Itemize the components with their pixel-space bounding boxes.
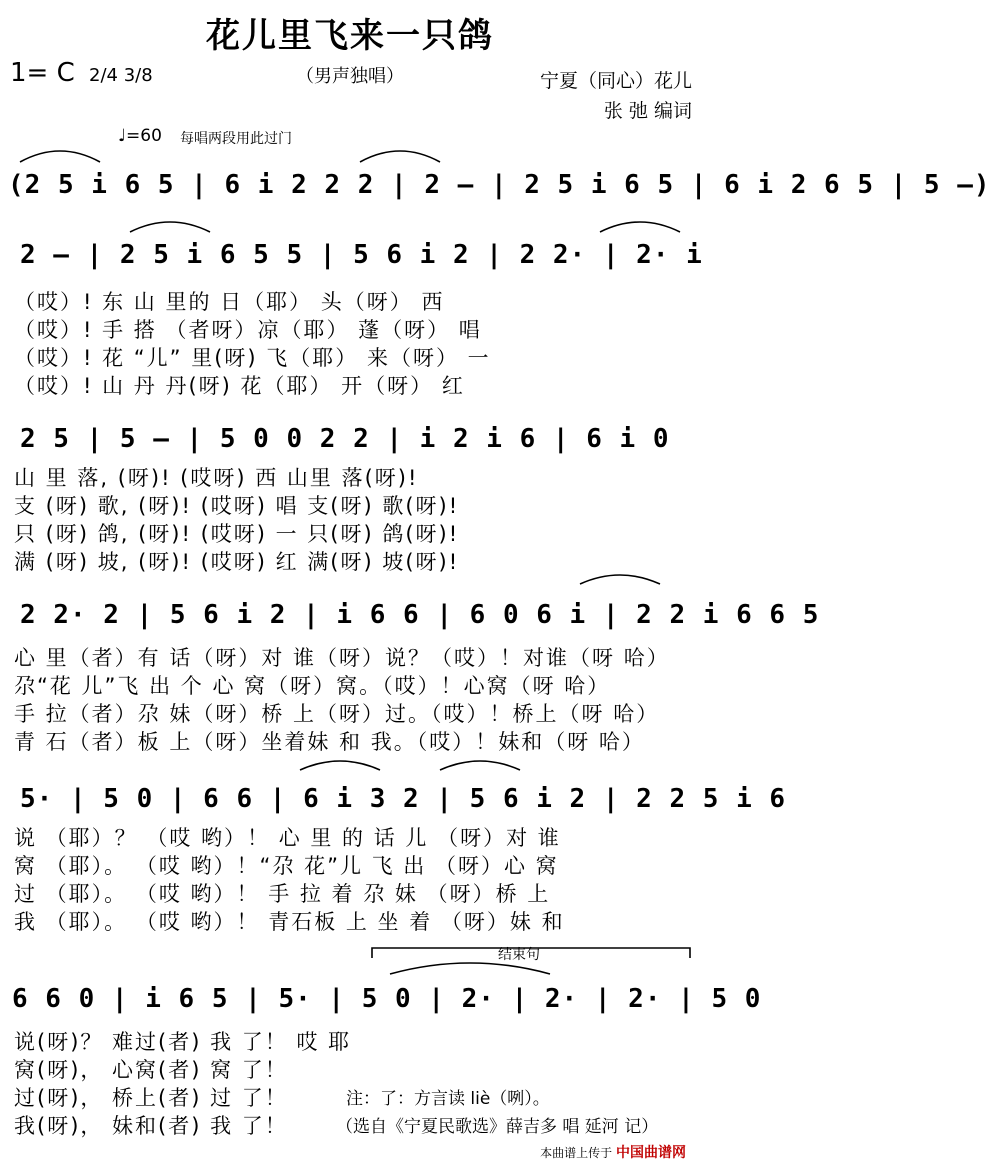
lyric-line-4-1: 心 里（者）有 话（呀）对 谁（呀）说？（哎）！对谁（呀 哈） — [14, 646, 670, 670]
lyricist-credit: 张 弛 编词 — [603, 100, 692, 122]
slur — [360, 151, 440, 162]
key-label: 1= C — [10, 58, 75, 88]
lyric-line-2-4: （哎）! 山 丹 丹(呀) 花（耶） 开（呀） 红 — [14, 374, 465, 398]
lyric-line-5-4: 我 （耶）。 （哎 哟）！ 青石板 上 坐 着 （呀）妹 和 — [14, 910, 565, 934]
slur — [300, 761, 380, 770]
lyric-line-5-1: 说 （耶）？ （哎 哟）！ 心 里 的 话 儿 （呀）对 谁 — [14, 826, 561, 850]
lyric-line-3-3: 只 (呀) 鸽, (呀)! (哎呀) 一 只(呀) 鸽(呀)! — [14, 522, 460, 546]
slur — [440, 761, 520, 770]
lyric-line-2-3: （哎）! 花 “儿” 里(呀) 飞（耶） 来（呀） 一 — [14, 346, 491, 370]
lyric-line-4-2: 尕“花 儿”飞 出 个 心 窝（呀）窝。（哎）！心窝（呀 哈） — [14, 674, 611, 698]
site-brand: 中国曲谱网 — [616, 1145, 686, 1161]
notation-line-6: 6 6 0 | i 6 5 | 5· | 5 0 | 2· | 2· | 2· | 5 0 — [12, 984, 762, 1014]
lyric-line-3-4: 满 (呀) 坡, (呀)! (哎呀) 红 满(呀) 坡(呀)! — [14, 550, 460, 574]
slur — [130, 222, 210, 232]
dialect-note: 注：了：方言读 liè（咧）。 — [346, 1089, 550, 1109]
tempo-marking: ♩=60 — [118, 126, 162, 146]
ending-bracket — [372, 948, 690, 958]
slur — [20, 151, 100, 162]
ending-phrase-label: 结束句 — [498, 947, 540, 963]
lyric-line-4-3: 手 拉（者）尕 妹（呀）桥 上（呀）过。（哎）！桥上（呀 哈） — [14, 702, 660, 726]
notation-line-3: 2 5 | 5 – | 5 0 0 2 2 | i 2 i 6 | 6 i 0 — [20, 424, 670, 454]
time-signature: 2/4 3/8 — [89, 65, 153, 86]
lyric-line-4-4: 青 石（者）板 上（呀）坐着妹 和 我。（哎）！妹和（呀 哈） — [14, 730, 645, 754]
lyric-line-6-1: 说(呀)？ 难过(者) 我 了！ 哎 耶 — [14, 1030, 352, 1054]
source-credit: （选自《宁夏民歌选》薛吉多 唱 延河 记） — [336, 1117, 659, 1137]
song-title: 花儿里飞来一只鸽 — [206, 16, 494, 56]
lyric-line-6-2: 窝(呀)， 心窝(者) 窝 了！ — [14, 1058, 288, 1082]
lyric-line-5-2: 窝 （耶）。 （哎 哟）！“尕 花”儿 飞 出 （呀）心 窝 — [14, 854, 559, 878]
tempo-instruction: 每唱两段用此过门 — [180, 131, 292, 147]
footer-prefix: 本曲谱上传于 — [540, 1146, 613, 1160]
lyric-line-6-3: 过(呀)， 桥上(者) 过 了！ — [14, 1086, 288, 1110]
slur — [580, 575, 660, 584]
notation-line-4: 2 2· 2 | 5 6 i 2 | i 6 6 | 6 0 6 i | 2 2 i 6 6 5 — [20, 600, 820, 630]
slur — [600, 222, 680, 232]
slur — [390, 963, 550, 974]
lyric-line-2-2: （哎）! 手 搭 （者呀）凉（耶） 蓬（呀） 唱 — [14, 318, 482, 342]
lyric-line-3-1: 山 里 落, (呀)! (哎呀) 西 山里 落(呀)! — [14, 466, 419, 490]
notation-line-1: (2 5 i 6 5 | 6 i 2 2 2 | 2 – | 2 5 i 6 5 | 6 i 2 6 5 | 5 –) — [8, 170, 991, 200]
notation-line-2: 2 – | 2 5 i 6 5 5 | 5 6 i 2 | 2 2· | 2· i — [20, 240, 703, 270]
lyric-line-5-3: 过 （耶）。 （哎 哟）！ 手 拉 着 尕 妹 （呀）桥 上 — [14, 882, 551, 906]
lyric-line-3-2: 支 (呀) 歌, (呀)! (哎呀) 唱 支(呀) 歌(呀)! — [14, 494, 460, 518]
song-subtitle: （男声独唱） — [296, 66, 404, 87]
notation-line-5: 5· | 5 0 | 6 6 | 6 i 3 2 | 5 6 i 2 | 2 2 5 i 6 — [20, 784, 787, 814]
origin-credit: 宁夏（同心）花儿 — [539, 70, 692, 92]
lyric-line-2-1: （哎）! 东 山 里的 日（耶） 头（呀） 西 — [14, 290, 445, 314]
lyric-line-6-4: 我(呀)， 妹和(者) 我 了！ — [14, 1114, 288, 1138]
